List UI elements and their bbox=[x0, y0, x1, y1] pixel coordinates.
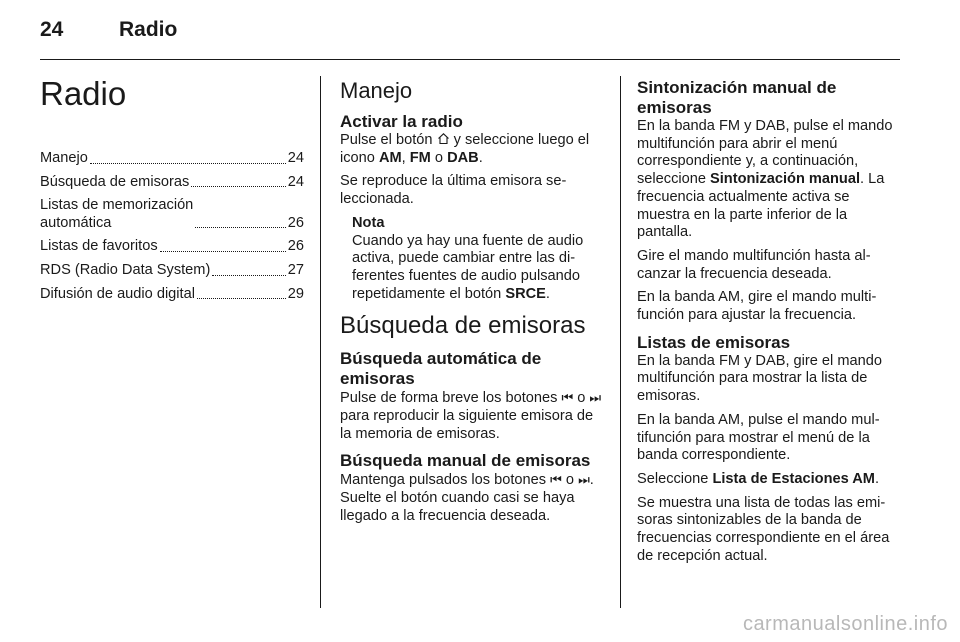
skip-next-icon: ⏭ bbox=[589, 390, 602, 406]
section-title-manejo: Manejo bbox=[340, 78, 413, 103]
paragraph: En la banda FM y DAB, pulse el mando multifunción para abrir el menú correspondiente y, a continuación, seleccione Sintonización manual. La frecuencia actualmente activa se muestra en la parte inferior de la pantalla. bbox=[637, 118, 893, 241]
toc-item[interactable] bbox=[40, 150, 304, 168]
toc-page: 27 bbox=[287, 261, 304, 278]
toc-item[interactable] bbox=[40, 238, 304, 256]
toc-page: 26 bbox=[287, 238, 304, 255]
toc-leader bbox=[191, 186, 285, 187]
note-box bbox=[352, 215, 604, 304]
paragraph: Mantenga pulsados los botones ⏮ o ⏭. Suelte el botón cuando casi se haya llegado a la frecuencia deseada. bbox=[340, 472, 594, 524]
toc-leader bbox=[195, 227, 285, 228]
toc-leader bbox=[212, 275, 285, 276]
section-title-busqueda: Búsqueda de emisoras bbox=[340, 312, 586, 340]
toc-label: Listas de memorización automática bbox=[40, 197, 194, 231]
toc-label: RDS (Radio Data System) bbox=[40, 261, 211, 278]
paragraph: Se reproduce la última emisora seleccionada. bbox=[340, 173, 567, 208]
paragraph: Seleccione Lista de Estaciones AM. bbox=[637, 470, 879, 487]
toc-item[interactable] bbox=[40, 262, 304, 280]
toc-item[interactable] bbox=[40, 174, 304, 192]
column-divider bbox=[620, 76, 621, 608]
subsection-manual: Búsqueda manual de emisoras bbox=[340, 451, 591, 471]
paragraph: En la banda AM, gire el mando multifunción para ajustar la frecuencia. bbox=[637, 289, 877, 324]
table-of-contents bbox=[40, 150, 304, 303]
paragraph: Pulse el botón y seleccione luego el icono AM, FM o DAB. bbox=[340, 132, 590, 166]
column-divider bbox=[320, 76, 321, 608]
content-column-2 bbox=[340, 70, 604, 532]
toc-leader bbox=[197, 298, 286, 299]
toc-item[interactable] bbox=[40, 286, 304, 304]
skip-previous-icon: ⏮ bbox=[550, 472, 562, 488]
skip-previous-icon: ⏮ bbox=[561, 390, 574, 406]
running-title: Radio bbox=[119, 18, 178, 41]
paragraph: Gire el mando multifunción hasta alcanzar la frecuencia deseada. bbox=[637, 247, 871, 282]
paragraph: En la banda AM, pulse el mando multifunción para mostrar el menú de la banda correspondiente. bbox=[637, 411, 880, 464]
content-column-3 bbox=[637, 70, 903, 571]
toc-label: Listas de favoritos bbox=[40, 238, 158, 255]
subsection-auto: Búsqueda automática de emisoras bbox=[340, 349, 542, 389]
subsection-activar: Activar la radio bbox=[340, 112, 463, 131]
paragraph: Se muestra una lista de todas las emisoras sintonizables de la banda de frecuencias correspondiente en el área de recepción actual. bbox=[637, 494, 890, 564]
watermark: carmanualsonline.info bbox=[742, 613, 948, 635]
toc-page: 26 bbox=[287, 214, 304, 231]
subsection-sintonizacion: Sintonización manual de emisoras bbox=[637, 78, 837, 117]
header-rule bbox=[40, 59, 900, 60]
page-header bbox=[40, 18, 900, 48]
toc-page: 24 bbox=[287, 150, 304, 166]
chapter-title: Radio bbox=[40, 75, 127, 112]
subsection-listas: Listas de emisoras bbox=[637, 332, 791, 352]
paragraph: Pulse de forma breve los botones ⏮ o ⏭ para reproducir la siguiente emisora de la memoria de emisoras. bbox=[340, 390, 602, 442]
toc-label: Búsqueda de emisoras bbox=[40, 173, 190, 190]
toc-leader bbox=[160, 251, 286, 252]
note-text: Cuando ya hay una fuente de audio activa, puede cambiar entre las diferentes fuentes de audio pulsando repetidamente el botón SRCE. bbox=[352, 232, 584, 302]
toc-column bbox=[40, 70, 304, 309]
paragraph: En la banda FM y DAB, gire el mando multifunción para mostrar la lista de emisoras. bbox=[637, 352, 882, 405]
page-number: 24 bbox=[40, 18, 64, 41]
home-icon bbox=[437, 132, 450, 145]
note-label: Nota bbox=[352, 214, 385, 231]
toc-page: 24 bbox=[287, 173, 304, 190]
skip-next-icon: ⏭ bbox=[578, 472, 590, 488]
toc-label: Manejo bbox=[40, 150, 88, 166]
toc-page: 29 bbox=[287, 285, 304, 302]
toc-leader bbox=[90, 163, 286, 164]
toc-label: Difusión de audio digital bbox=[40, 285, 195, 302]
toc-item[interactable] bbox=[40, 197, 304, 232]
